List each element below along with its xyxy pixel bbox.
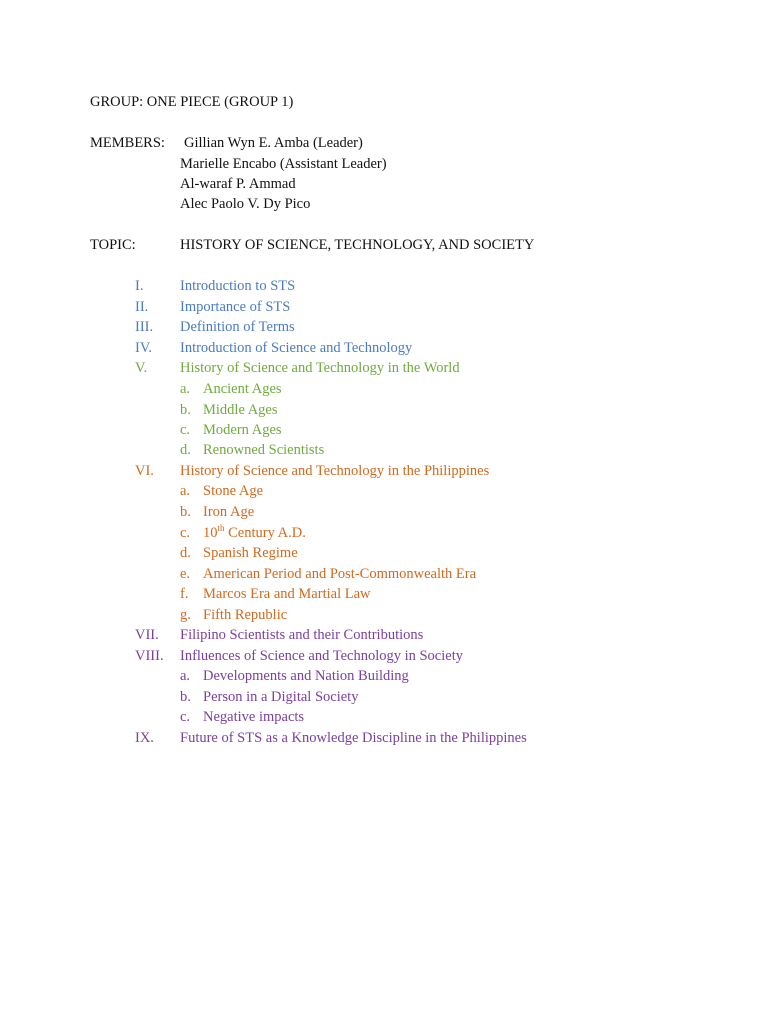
sub-letter: b. [180,402,191,418]
sub-item [203,524,306,542]
outline-number: III. [135,319,154,335]
sub-item: Developments and Nation Building [203,668,409,684]
member-name: Alec Paolo V. Dy Pico [180,196,311,212]
outline-number: VII. [135,627,159,643]
topic-title: HISTORY OF SCIENCE, TECHNOLOGY, AND SOCIETY [180,237,535,253]
sub-item: American Period and Post-Commonwealth Era [203,566,477,582]
sub-item: Spanish Regime [203,545,298,561]
sub-item: Middle Ages [203,402,278,418]
topic-label: TOPIC: [90,237,136,253]
outline-item: History of Science and Technology in the World [180,360,460,376]
sub-letter: c. [180,422,191,438]
outline-number: VIII. [135,648,164,664]
members-label: MEMBERS: [90,135,165,151]
outline-item: Future of STS as a Knowledge Discipline in the Philippines [180,730,527,746]
outline-item: History of Science and Technology in the Philippines [180,463,490,479]
sub-item: Renowned Scientists [203,442,325,458]
outline-item: Definition of Terms [180,319,295,335]
sub-letter: b. [180,689,191,705]
member-name: Marielle Encabo (Assistant Leader) [180,156,387,172]
sub-item: Stone Age [203,483,264,499]
sub-item: Negative impacts [203,709,305,725]
sub-letter: d. [180,442,191,458]
century-number: 10 [203,525,218,541]
sub-letter: c. [180,525,191,541]
sub-item: Marcos Era and Martial Law [203,586,371,602]
outline-item: Importance of STS [180,299,291,315]
sub-item: Modern Ages [203,422,282,438]
outline-number: IV. [135,340,153,356]
sub-item: Fifth Republic [203,607,288,623]
outline-number: VI. [135,463,154,479]
sub-letter: b. [180,504,191,520]
sub-letter: f. [180,586,189,602]
sub-letter: a. [180,668,191,684]
outline-item: Introduction to STS [180,278,296,294]
sub-item: Ancient Ages [203,381,282,397]
outline-number: II. [135,299,149,315]
sub-letter: d. [180,545,191,561]
sub-letter: c. [180,709,191,725]
outline-item: Influences of Science and Technology in Society [180,648,463,664]
sub-letter: a. [180,483,191,499]
outline-number: IX. [135,730,154,746]
sub-item: Person in a Digital Society [203,689,359,705]
century-label: Century A.D. [224,525,306,541]
sub-letter: e. [180,566,191,582]
member-name: Al-waraf P. Ammad [180,176,296,192]
sub-letter: a. [180,381,191,397]
ordinal-suffix: th [217,523,225,534]
outline-item: Introduction of Science and Technology [180,340,413,356]
member-name: Gillian Wyn E. Amba (Leader) [184,135,363,151]
sub-item: Iron Age [203,504,255,520]
sub-letter: g. [180,607,191,623]
outline-number: V. [135,360,148,376]
outline-item: Filipino Scientists and their Contributions [180,627,424,643]
outline-number: I. [135,278,144,294]
group-line: GROUP: ONE PIECE (GROUP 1) [90,94,294,110]
